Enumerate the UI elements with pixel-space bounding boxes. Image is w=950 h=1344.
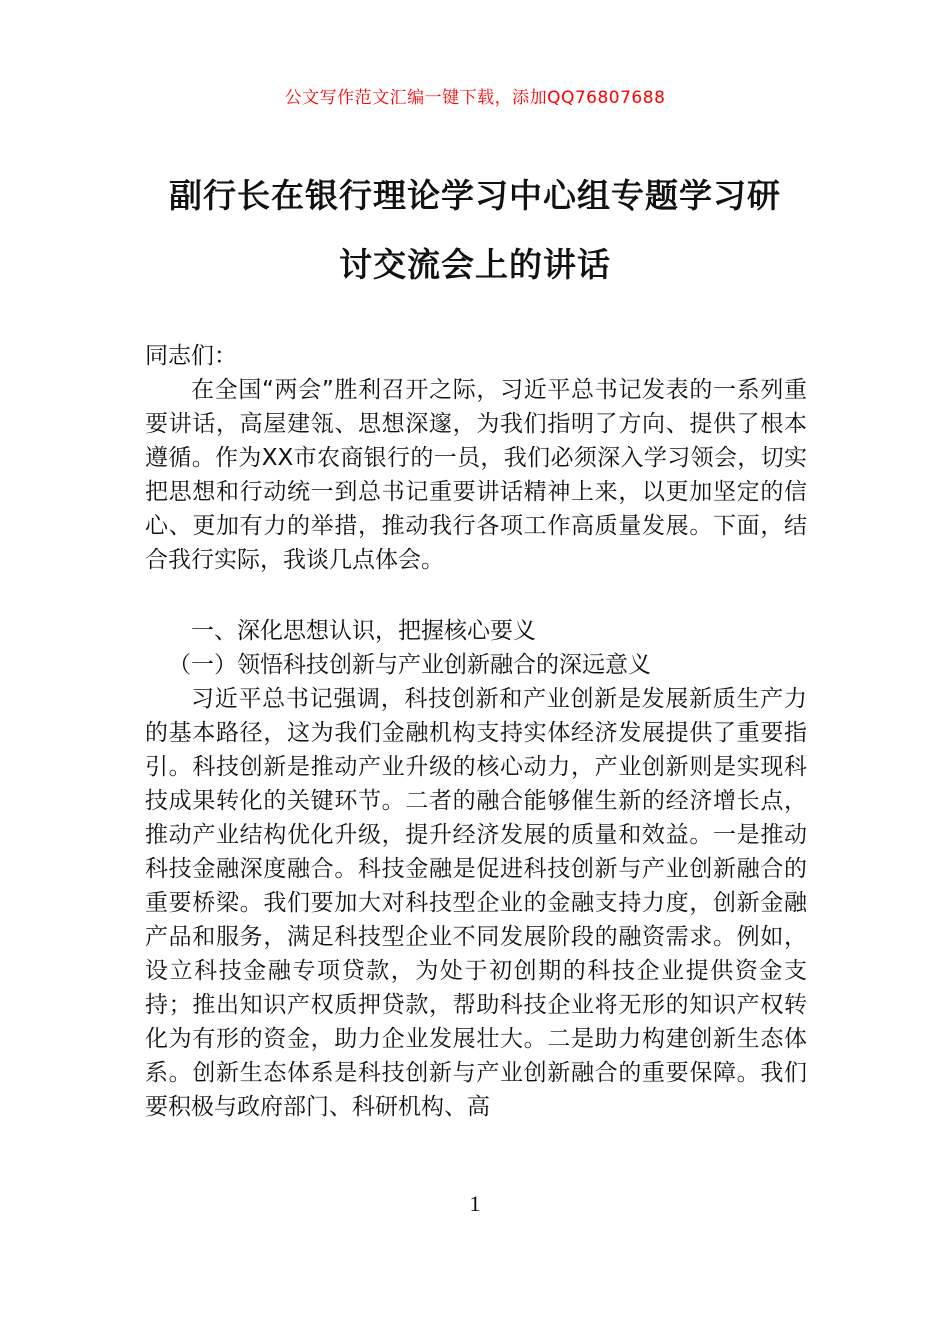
salutation: 同志们： xyxy=(145,343,237,369)
paragraph-intro: 在全国“两会”胜利召开之际，习近平总书记发表的一系列重要讲话，高屋建瓴、思想深邃，为我们指明了方向、提供了根本遵循。作为XX市农商银行的一员，我们必须深入学习领会，切实把思想和行动统一到总书记重要讲话精神上来，以更加坚定的信心、更加有力的举措，推动我行各项工作高质量发展。下面，结合我行实际，我谈几点体会。 xyxy=(145,377,807,573)
document-title-line-1: 副行长在银行理论学习中心组专题学习研 xyxy=(169,176,781,215)
subsection-heading: （一）领悟科技创新与产业创新融合的深远意义 xyxy=(168,652,651,678)
document-title-line-2: 讨交流会上的讲话 xyxy=(339,245,611,284)
section-heading: 一、深化思想认识，把握核心要义 xyxy=(191,618,536,644)
promo-header: 公文写作范文汇编一键下载，添加QQ76807688 xyxy=(284,88,666,108)
paragraph-body: 习近平总书记强调，科技创新和产业创新是发展新质生产力的基本路径，这为我们金融机构支持实体经济发展提供了重要指引。科技创新是推动产业升级的核心动力，产业创新则是实现科技成果转化的关键环节。二者的融合能够催生新的经济增长点，推动产业结构优化升级，提升经济发展的质量和效益。一是推动科技金融深度融合。科技金融是促进科技创新与产业创新融合的重要桥梁。我们要加大对科技型企业的金融支持力度，创新金融产品和服务，满足科技型企业不同发展阶段的融资需求。例如，设立科技金融专项贷款，为处于初创期的科技企业提供资金支持；推出知识产权质押贷款，帮助科技企业将无形的知识产权转化为有形的资金，助力企业发展壮大。二是助力构建创新生态体系。创新生态体系是科技创新与产业创新融合的重要保障。我们要积极与政府部门、科研机构、高 xyxy=(145,686,807,1120)
page-number: 1 xyxy=(469,1191,481,1216)
